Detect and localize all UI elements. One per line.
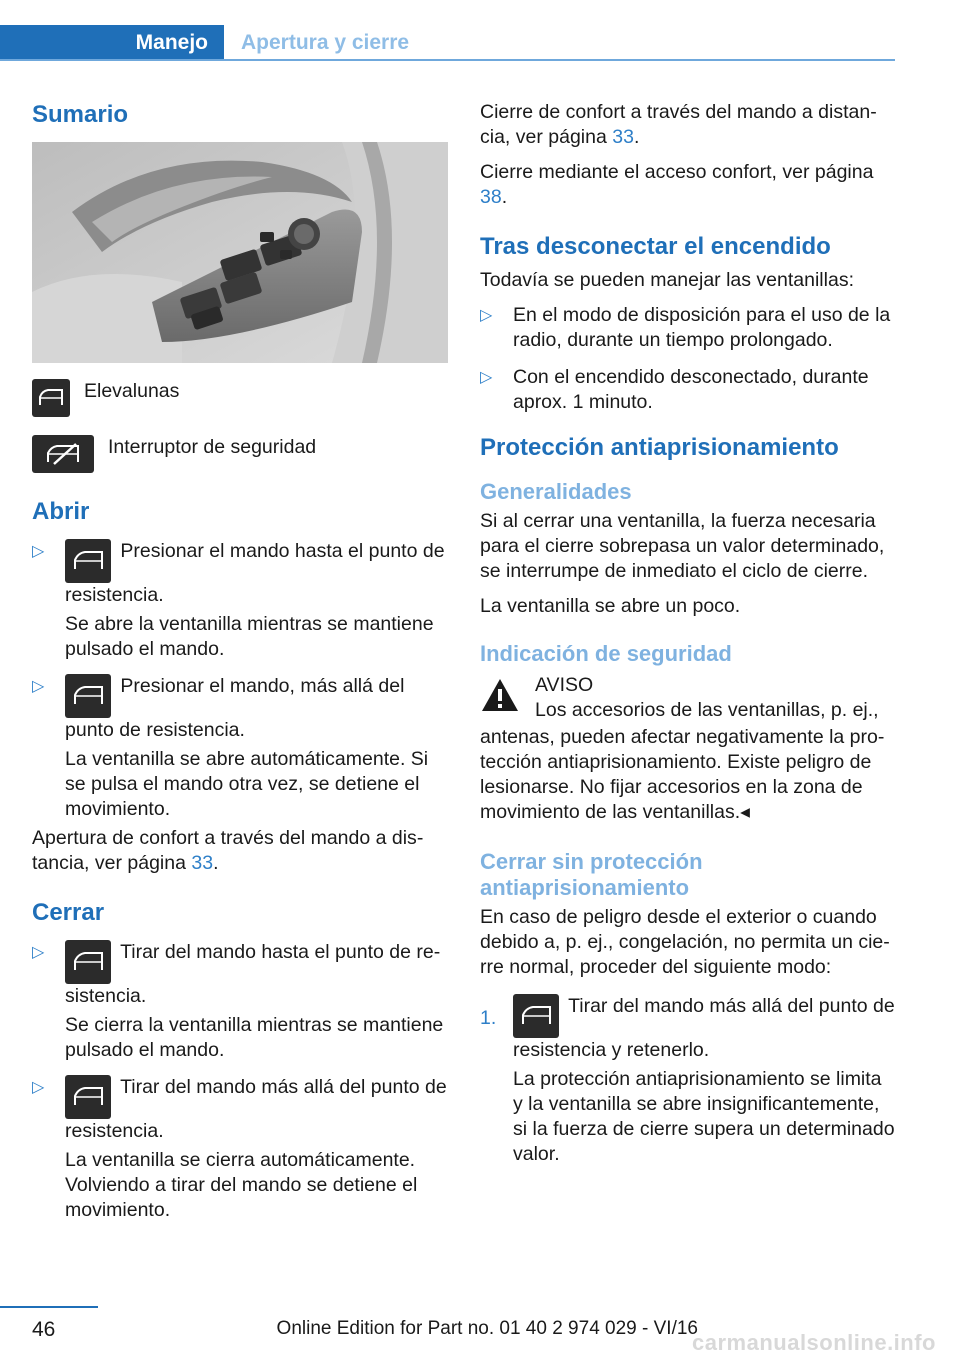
cerrar-sin-text: En caso de peligro desde el exterior o cuando debido a, p. ej., congelación, no permita un cierre normal, proceder del siguiente modo: (480, 906, 890, 978)
window-switch-icon (65, 539, 111, 583)
list-item: ▷ En el modo de disposición para el uso de la radio, durante un tiempo prolongado. (480, 304, 891, 351)
bullet-triangle-icon: ▷ (32, 678, 45, 695)
page-link-38[interactable]: 38 (480, 186, 502, 208)
watermark: carmanualsonline.info (692, 1330, 936, 1355)
page-number: 46 (32, 1318, 56, 1341)
window-switch-icon (32, 379, 70, 417)
tras-intro: Todavía se pueden manejar las ventanillas: (480, 269, 854, 291)
list-item: ▷ Con el encendido desconectado, durante aprox. 1 minuto. (480, 366, 869, 413)
generalidades-p1: Si al cerrar una ventanilla, la fuerza necesaria para el cierre sobrepasa un valor determinado, se interrumpe de inmediato el ciclo de cierre. (480, 510, 885, 582)
header-divider (0, 59, 895, 61)
generalidades-p2: La ventanilla se abre un poco. (480, 595, 741, 617)
confort-remote-note: Cierre de confort a través del mando a distancia, ver página 33. (480, 101, 877, 148)
warning-first-line: Los accesorios de las ventanillas, p. ej., (535, 699, 879, 721)
page-link-33[interactable]: 33 (612, 126, 634, 148)
window-switch-icon (65, 940, 111, 984)
bullet-triangle-icon: ▷ (32, 944, 45, 961)
edition-text: Online Edition for Part no. 01 40 2 974 029 - VI/16 (276, 1318, 698, 1339)
safety-switch-icon (32, 435, 94, 473)
footer-divider (0, 1306, 98, 1308)
abrir-note: Apertura de confort a través del mando a distancia, ver página 33. (32, 827, 424, 874)
door-switch-photo (32, 142, 448, 363)
warning-box (480, 673, 896, 825)
subheading-cerrar-sin: Cerrar sin protección antiaprisionamiento (480, 849, 703, 900)
bullet-triangle-icon: ▷ (32, 543, 45, 560)
tab-manejo[interactable]: Manejo (0, 25, 224, 61)
window-switch-icon (65, 674, 111, 718)
legend-interruptor-text: Interruptor de seguridad (108, 436, 317, 458)
list-item: ▷ Presionar el mando, más allá del punto de resistencia. La ventanilla se abre automáticamente. Si se pulsa el mando otra vez, se detiene el movimiento. (32, 675, 429, 820)
list-item: ▷ Tirar del mando hasta el punto de resistencia. Se cierra la ventanilla mientras se mantiene pulsado el mando. (32, 941, 444, 1061)
tras-list (480, 303, 896, 415)
header-bar (0, 25, 895, 61)
heading-tras-desconectar: Tras desconectar el encendido (480, 233, 831, 260)
legend-elevalunas (32, 379, 450, 417)
window-switch-icon (65, 1075, 111, 1119)
heading-cerrar: Cerrar (32, 899, 105, 926)
legend-interruptor (32, 435, 450, 473)
warning-label: AVISO (535, 674, 594, 696)
heading-sumario: Sumario (32, 101, 129, 128)
bullet-triangle-icon: ▷ (480, 307, 493, 324)
window-switch-icon (513, 994, 559, 1038)
list-item: ▷ Presionar el mando hasta el punto de resistencia. Se abre la ventanilla mientras se mantiene pulsado el mando. (32, 540, 445, 660)
heading-proteccion: Protección antiaprisionamiento (480, 434, 839, 461)
list-item: 1. Tirar del mando más allá del punto de resistencia y retenerlo. La protección antiaprisionamiento se limita y la ventanilla se abre insignificantemente, si la fuerza de cierre supera un determinado valor. (480, 995, 895, 1165)
page-link-33[interactable]: 33 (191, 852, 214, 874)
heading-abrir: Abrir (32, 498, 90, 525)
bullet-triangle-icon: ▷ (32, 1079, 45, 1096)
left-column (32, 100, 450, 1235)
subheading-generalidades: Generalidades (480, 479, 632, 504)
right-column (480, 100, 896, 1171)
warning-triangle-icon (480, 677, 520, 718)
steps-list (480, 994, 896, 1167)
cerrar-list (32, 940, 450, 1223)
list-item: ▷ Tirar del mando más allá del punto de resistencia. La ventanilla se cierra automáticamente. Volviendo a tirar del mando se detiene el movimiento. (32, 1076, 447, 1221)
warning-body: antenas, pueden afectar negativamente la protección antiaprisionamiento. Existe peligro de lesionarse. No fijar accesorios en la zona de movimiento de las ventanillas.◂ (480, 726, 885, 823)
bullet-triangle-icon: ▷ (480, 369, 493, 386)
confort-access-note: Cierre mediante el acceso confort, ver página 38. (480, 161, 874, 208)
legend-elevalunas-text: Elevalunas (84, 380, 180, 402)
step-number: 1. (480, 1007, 497, 1029)
subheading-indicacion: Indicación de seguridad (480, 641, 732, 666)
tab-apertura-cierre[interactable]: Apertura y cierre (241, 31, 410, 54)
abrir-list (32, 539, 450, 822)
